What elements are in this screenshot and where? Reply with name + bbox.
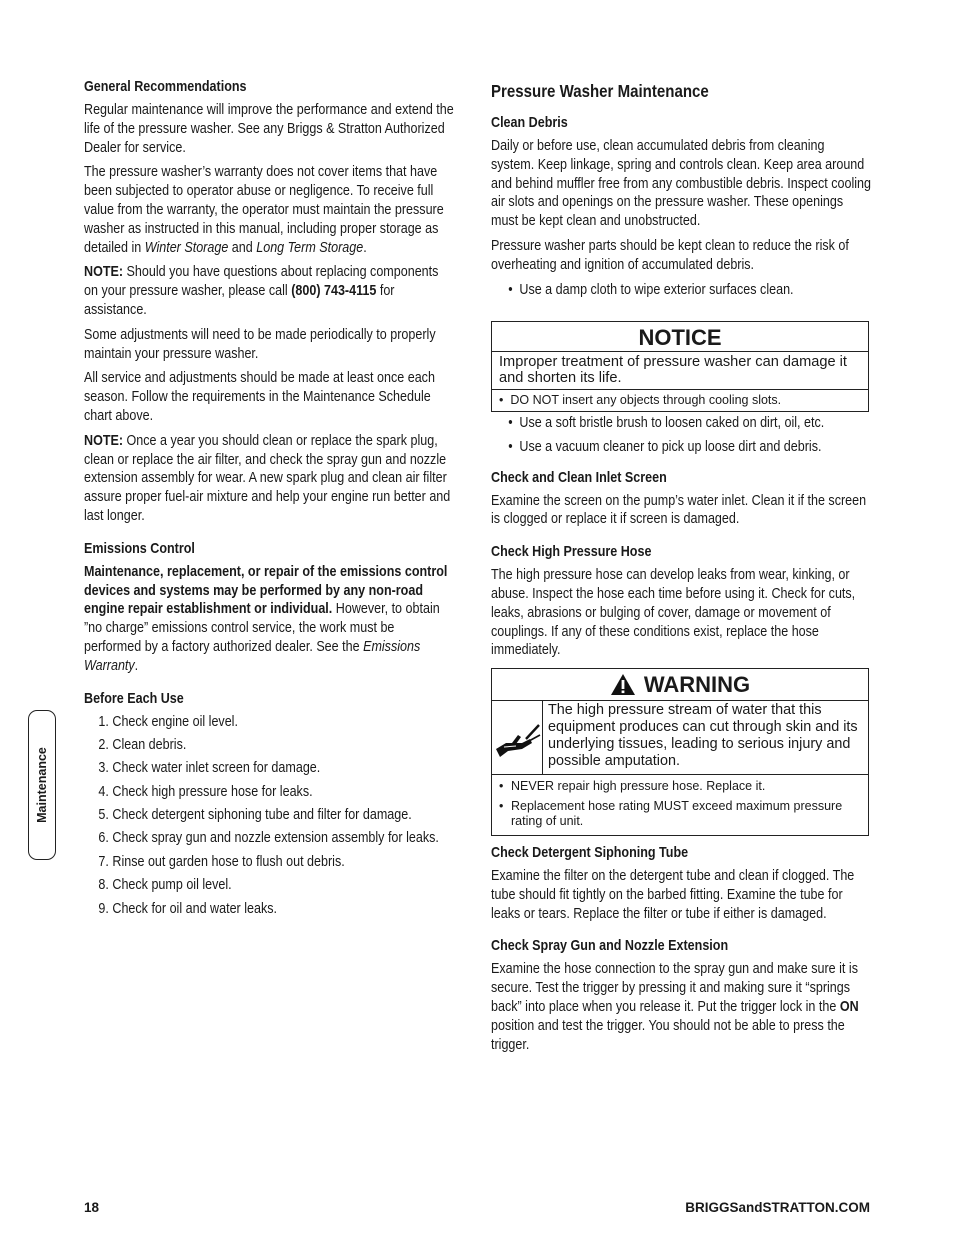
website-footer: BRIGGSandSTRATTON.COM — [685, 1200, 870, 1215]
long-term-storage-ref: Long Term Storage — [256, 239, 364, 256]
list-item: • Replacement hose rating MUST exceed maximum pressure rating of unit. — [499, 799, 843, 828]
warning-bullets — [492, 775, 868, 835]
inlet-screen-heading: Check and Clean Inlet Screen — [491, 469, 667, 486]
list-item: 7. Rinse out garden hose to flush out debris. — [112, 853, 454, 872]
section-side-tab — [28, 710, 56, 860]
right-column-bottom — [491, 844, 871, 1060]
page-number: 18 — [84, 1200, 100, 1215]
general-paragraph-2: The pressure washer’s warranty does not cover items that have been subjected to operator abuse or negligence. To receive full value from the warranty, the operator must maintain the pressure washer as instructed in this manual, including proper storage as detailed in Winter Storage and Long Term Storage. — [84, 164, 444, 256]
clean-debris-heading: Clean Debris — [491, 115, 568, 131]
notice-box — [491, 321, 869, 412]
general-paragraph-4: Some adjustments will need to be made periodically to properly maintain your pressure washer. — [84, 326, 436, 362]
section-title: Pressure Washer Maintenance — [491, 81, 709, 101]
side-tab-label: Maintenance — [35, 747, 49, 823]
notice-bullet: • DO NOT insert any objects through cooling slots. — [499, 393, 782, 407]
list-item: 8. Check pump oil level. — [112, 876, 454, 895]
list-item: 6. Check spray gun and nozzle extension assembly for leaks. — [112, 829, 454, 848]
winter-storage-ref: Winter Storage — [144, 239, 229, 256]
note-phone: NOTE: Should you have questions about replacing components on your pressure washer, please call (800) 743-4115 for assistance. — [84, 264, 439, 318]
emissions-warranty-ref: Emissions Warranty — [84, 638, 421, 674]
warning-pictogram — [492, 701, 543, 774]
list-item: • Use a vacuum cleaner to pick up loose dirt and debris. — [519, 438, 871, 457]
list-item: 4. Check high pressure hose for leaks. — [112, 783, 454, 802]
clean-bullets-2 — [491, 414, 871, 457]
list-item: 3. Check water inlet screen for damage. — [112, 759, 454, 778]
right-column-top — [491, 78, 871, 305]
detergent-tube-heading: Check Detergent Siphoning Tube — [491, 845, 689, 861]
high-pressure-hose-heading: Check High Pressure Hose — [491, 544, 652, 561]
spray-gun-paragraph: Examine the hose connection to the spray gun and make sure it is secure. Test the trigger by pressing it and making sure it “springs back” into place when you release it. Put the trigger lock in the ON position and test the trigger. You should not be able to press the trigger. — [491, 961, 859, 1053]
general-recommendations-heading: General Recommendations — [84, 79, 247, 95]
notice-title: NOTICE — [492, 322, 868, 352]
clean-debris-paragraph-1: Daily or before use, clean accumulated debris from cleaning system. Keep linkage, spring and controls clean. Keep area around and behind muffler free from any combustible debris. Inspect cooling air slots and openings on the pressure washer. These openings must be kept clean and unobstructed. — [491, 138, 871, 230]
right-column-middle — [491, 414, 871, 666]
list-item: 9. Check for oil and water leaks. — [112, 900, 454, 919]
list-item: 1. Check engine oil level. — [112, 713, 454, 732]
list-item: 2. Clean debris. — [112, 736, 454, 755]
list-item: • Use a damp cloth to wipe exterior surfaces clean. — [519, 281, 871, 300]
spray-gun-heading: Check Spray Gun and Nozzle Extension — [491, 938, 729, 955]
warning-title: WARNING — [643, 672, 751, 697]
list-item: • NEVER repair high pressure hose. Replace it. — [499, 779, 766, 793]
list-item: • Use a soft bristle brush to loosen caked on dirt, oil, etc. — [519, 414, 871, 433]
list-item: 5. Check detergent siphoning tube and filter for damage. — [112, 806, 454, 825]
warning-box — [491, 668, 869, 836]
inlet-screen-paragraph: Examine the screen on the pump’s water inlet. Clean it if the screen is clogged or replace it if screen is damaged. — [491, 492, 867, 528]
high-pressure-spray-icon — [492, 713, 542, 763]
before-each-use-list — [84, 713, 454, 919]
general-paragraph-1: Regular maintenance will improve the performance and extend the life of the pressure washer. See any Briggs & Stratton Authorized Dealer for service. — [84, 102, 454, 156]
notice-body: Improper treatment of pressure washer can damage it and shorten its life. — [492, 352, 868, 390]
high-pressure-hose-paragraph: The high pressure hose can develop leaks from wear, kinking, or abuse. Inspect the hose each time before using it. Check for cuts, leaks, abrasions or bulging of cover, damage or movement of couplings. If any of these conditions exist, replace the hose immediately. — [491, 567, 856, 659]
before-each-use-heading: Before Each Use — [84, 690, 184, 707]
detergent-tube-paragraph: Examine the filter on the detergent tube and clean if clogged. The tube should fit tightly on the barbed fitting. Examine the tube for leaks or tears. Replace the filter or tube if either is damaged. — [491, 868, 855, 922]
warning-content-row — [492, 701, 868, 775]
note-yearly: NOTE: Once a year you should clean or replace the spark plug, clean or replace the air filter, and check the spray gun and nozzle extension assembly for wear. A new spark plug and clean air filter assure proper fuel-air mixture and help your engine run better and last longer. — [84, 432, 451, 524]
phone-number: (800) 743-4115 — [291, 283, 377, 300]
warning-title-bar — [492, 669, 868, 701]
warning-triangle-icon — [610, 673, 636, 696]
left-column — [84, 78, 454, 923]
warning-body: The high pressure stream of water that this equipment produces can cut through skin and its underlying tissues, leading to serious injury and possible amputation. — [548, 702, 858, 769]
emissions-control-heading: Emissions Control — [84, 540, 195, 557]
clean-bullets-1 — [491, 281, 871, 300]
clean-debris-paragraph-2: Pressure washer parts should be kept clean to reduce the risk of overheating and ignition of accumulated debris. — [491, 237, 849, 273]
general-paragraph-5: All service and adjustments should be made at least once each season. Follow the requirements in the Maintenance Schedule chart above. — [84, 370, 435, 424]
emissions-paragraph: Maintenance, replacement, or repair of the emissions control devices and systems may be performed by any non-road engine repair establishment or individual. However, to obtain ”no charge” emissions control service, the work must be performed by a factory authorized dealer. See the Emissions Warranty. — [84, 563, 448, 674]
